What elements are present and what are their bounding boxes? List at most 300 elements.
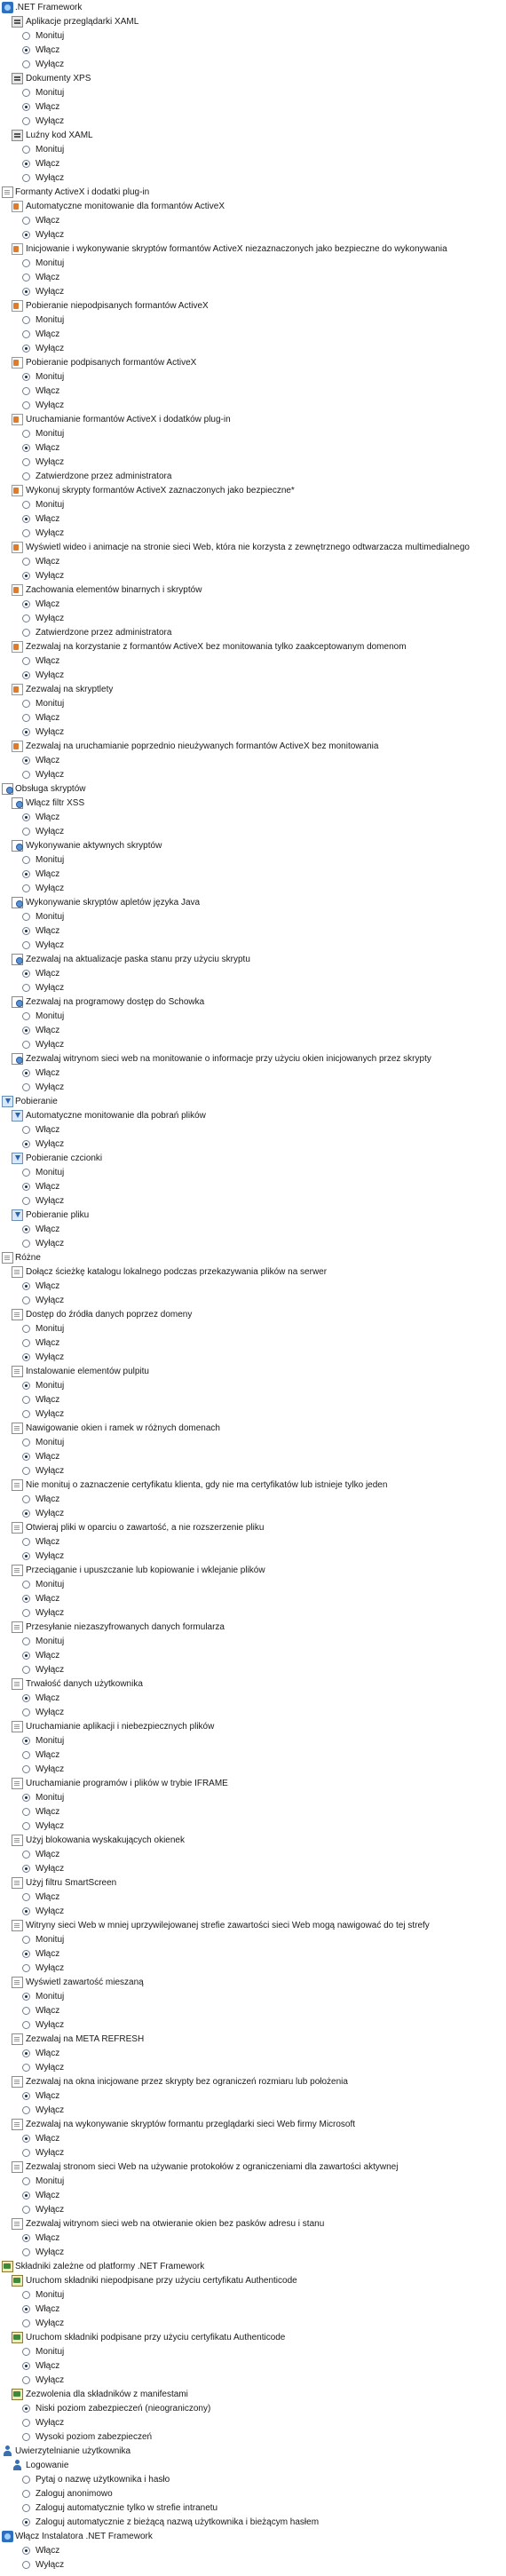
radio-option-wylacz[interactable] [0, 2416, 506, 2430]
option-label[interactable]: Monituj [36, 912, 65, 922]
radio-option-monituj[interactable] [0, 143, 506, 157]
option-label[interactable]: Wyłącz [36, 2318, 65, 2328]
radio-option-wlacz[interactable] [0, 384, 506, 399]
radio-button[interactable] [22, 46, 30, 54]
radio-button[interactable] [22, 2518, 30, 2526]
radio-button[interactable] [22, 1296, 30, 1304]
radio-option-monituj[interactable] [0, 2288, 506, 2303]
option-label[interactable]: Włącz [36, 2191, 60, 2200]
radio-button[interactable] [22, 1069, 30, 1077]
radio-option-wlacz[interactable] [0, 1890, 506, 1905]
radio-button[interactable] [22, 1467, 30, 1475]
radio-option-wylacz[interactable] [0, 228, 506, 242]
radio-button[interactable] [22, 728, 30, 736]
radio-option-monituj[interactable] [0, 86, 506, 100]
option-label[interactable]: Monituj [36, 699, 65, 709]
option-label[interactable]: Wyłącz [36, 1466, 65, 1476]
radio-option-wylacz[interactable] [0, 58, 506, 72]
radio-button[interactable] [22, 828, 30, 836]
option-label[interactable]: Włącz [36, 159, 60, 169]
option-label[interactable]: Wyłącz [36, 344, 65, 353]
radio-option-wlacz[interactable] [0, 811, 506, 825]
option-label[interactable]: Włącz [36, 1594, 60, 1604]
radio-option-wylacz[interactable] [0, 1550, 506, 1564]
radio-option-wlacz[interactable] [0, 1123, 506, 1137]
radio-button[interactable] [22, 1751, 30, 1759]
option-label[interactable]: Włącz [36, 329, 60, 339]
option-label[interactable]: Włącz [36, 713, 60, 723]
radio-option-monituj[interactable] [0, 498, 506, 512]
option-label[interactable]: Wyłącz [36, 2247, 65, 2257]
radio-option-wlacz[interactable] [0, 967, 506, 981]
radio-button[interactable] [22, 813, 30, 821]
option-label[interactable]: Monituj [36, 315, 65, 325]
option-label[interactable]: Monituj [36, 855, 65, 865]
radio-option-wysoki-poziom-zabezpieczen[interactable] [0, 2430, 506, 2445]
option-label[interactable]: Wyłącz [36, 884, 65, 893]
radio-option-wylacz[interactable] [0, 725, 506, 740]
radio-option-monituj[interactable] [0, 1933, 506, 1947]
radio-option-wlacz[interactable] [0, 1592, 506, 1606]
radio-option-wlacz[interactable] [0, 1493, 506, 1507]
radio-button[interactable] [22, 1396, 30, 1404]
radio-button[interactable] [22, 2234, 30, 2242]
option-label[interactable]: Wyłącz [36, 2063, 65, 2073]
radio-option-wylacz[interactable] [0, 1962, 506, 1976]
radio-option-wylacz[interactable] [0, 2146, 506, 2160]
option-label[interactable]: Zaloguj automatycznie z bieżącą nazwą użytkownika i bieżącym hasłem [36, 2517, 320, 2527]
radio-button[interactable] [22, 117, 30, 125]
radio-option-wlacz[interactable] [0, 271, 506, 285]
radio-button[interactable] [22, 856, 30, 864]
radio-option-wlacz[interactable] [0, 441, 506, 456]
radio-option-wylacz[interactable] [0, 612, 506, 626]
radio-option-wylacz[interactable] [0, 1081, 506, 1095]
radio-option-wylacz[interactable] [0, 342, 506, 356]
radio-button[interactable] [22, 60, 30, 68]
radio-option-wylacz[interactable] [0, 1905, 506, 1919]
radio-option-monituj[interactable] [0, 853, 506, 868]
option-label[interactable]: Włącz [36, 273, 60, 282]
radio-option-monituj[interactable] [0, 427, 506, 441]
radio-option-wlacz[interactable] [0, 2544, 506, 2558]
option-label[interactable]: Monituj [36, 258, 65, 268]
option-label[interactable]: Włącz [36, 2091, 60, 2101]
option-label[interactable]: Włącz [36, 1068, 60, 1078]
radio-option-niski-poziom-zabezpieczen-nieograniczony[interactable] [0, 2402, 506, 2416]
radio-option-wylacz[interactable] [0, 981, 506, 995]
option-label[interactable]: Włącz [36, 1452, 60, 1462]
radio-button[interactable] [22, 1708, 30, 1716]
option-label[interactable]: Włącz [36, 869, 60, 879]
radio-option-wylacz[interactable] [0, 2374, 506, 2388]
option-label[interactable]: Włącz [36, 1395, 60, 1405]
option-label[interactable]: Wyłącz [36, 2205, 65, 2215]
radio-button[interactable] [22, 1495, 30, 1503]
radio-option-monituj[interactable] [0, 1990, 506, 2004]
option-label[interactable]: Wyłącz [36, 2418, 65, 2428]
radio-option-wlacz[interactable] [0, 754, 506, 768]
option-label[interactable]: Włącz [36, 1750, 60, 1760]
radio-button[interactable] [22, 2476, 30, 2484]
radio-option-wlacz[interactable] [0, 1848, 506, 1862]
option-label[interactable]: Wyłącz [36, 287, 65, 297]
option-label[interactable]: Włącz [36, 557, 60, 567]
radio-option-monituj[interactable] [0, 2345, 506, 2359]
radio-button[interactable] [22, 1694, 30, 1702]
radio-option-wlacz[interactable] [0, 924, 506, 939]
radio-button[interactable] [22, 1353, 30, 1361]
option-label[interactable]: Włącz [36, 2134, 60, 2144]
radio-option-wylacz[interactable] [0, 569, 506, 583]
radio-option-monituj[interactable] [0, 29, 506, 44]
radio-button[interactable] [22, 273, 30, 281]
option-label[interactable]: Monituj [36, 31, 65, 41]
radio-option-wlacz[interactable] [0, 711, 506, 725]
radio-button[interactable] [22, 2490, 30, 2498]
radio-button[interactable] [22, 1936, 30, 1944]
radio-button[interactable] [22, 771, 30, 779]
option-label[interactable]: Monituj [36, 1935, 65, 1945]
radio-option-wylacz[interactable] [0, 285, 506, 299]
radio-button[interactable] [22, 1581, 30, 1589]
radio-option-monituj[interactable] [0, 1578, 506, 1592]
radio-button[interactable] [22, 472, 30, 480]
radio-option-wlacz[interactable] [0, 1649, 506, 1663]
radio-option-wlacz[interactable] [0, 555, 506, 569]
radio-button[interactable] [22, 387, 30, 395]
option-label[interactable]: Wyłącz [36, 2105, 65, 2115]
radio-button[interactable] [22, 1637, 30, 1645]
radio-option-wlacz[interactable] [0, 214, 506, 228]
radio-option-wlacz[interactable] [0, 1280, 506, 1294]
radio-button[interactable] [22, 2291, 30, 2299]
radio-option-wlacz[interactable] [0, 100, 506, 115]
radio-option-wylacz[interactable] [0, 939, 506, 953]
radio-button[interactable] [22, 345, 30, 353]
radio-option-wylacz[interactable] [0, 1606, 506, 1621]
radio-option-monituj[interactable] [0, 1635, 506, 1649]
radio-button[interactable] [22, 2007, 30, 2015]
radio-button[interactable] [22, 1126, 30, 1134]
option-label[interactable]: Zatwierdzone przez administratora [36, 472, 172, 481]
option-label[interactable]: Monituj [36, 429, 65, 439]
option-label[interactable]: Włącz [36, 812, 60, 822]
radio-button[interactable] [22, 146, 30, 154]
option-label[interactable]: Wyłącz [36, 983, 65, 993]
radio-button[interactable] [22, 1737, 30, 1745]
option-label[interactable]: Niski poziom zabezpieczeń (nieograniczony) [36, 2404, 211, 2414]
radio-button[interactable] [22, 970, 30, 978]
radio-button[interactable] [22, 2177, 30, 2185]
radio-option-wylacz[interactable] [0, 669, 506, 683]
option-label[interactable]: Monituj [36, 1438, 65, 1447]
radio-button[interactable] [22, 373, 30, 381]
radio-button[interactable] [22, 2206, 30, 2214]
option-label[interactable]: Wyłącz [36, 670, 65, 680]
option-label[interactable]: Monituj [36, 372, 65, 382]
radio-option-wlacz[interactable] [0, 2089, 506, 2104]
radio-button[interactable] [22, 1765, 30, 1773]
radio-option-wlacz[interactable] [0, 1336, 506, 1351]
option-label[interactable]: Wyłącz [36, 1509, 65, 1518]
radio-button[interactable] [22, 1140, 30, 1148]
option-label[interactable]: Wyłącz [36, 1764, 65, 1774]
option-label[interactable]: Włącz [36, 1537, 60, 1547]
radio-button[interactable] [22, 2405, 30, 2413]
option-label[interactable]: Monituj [36, 500, 65, 510]
radio-option-monituj[interactable] [0, 1010, 506, 1024]
radio-button[interactable] [22, 32, 30, 40]
option-label[interactable]: Włącz [36, 1026, 60, 1035]
option-label[interactable]: Włącz [36, 926, 60, 936]
radio-button[interactable] [22, 1552, 30, 1560]
radio-option-wylacz[interactable] [0, 2018, 506, 2033]
radio-button[interactable] [22, 2419, 30, 2427]
radio-option-monituj[interactable] [0, 1734, 506, 1748]
radio-button[interactable] [22, 2547, 30, 2555]
radio-button[interactable] [22, 1325, 30, 1333]
radio-option-wlacz[interactable] [0, 2231, 506, 2246]
radio-button[interactable] [22, 430, 30, 438]
radio-button[interactable] [22, 1794, 30, 1802]
option-label[interactable]: Włącz [36, 386, 60, 396]
radio-option-zatwierdzone-przez-administratora[interactable] [0, 626, 506, 640]
radio-option-wylacz[interactable] [0, 1137, 506, 1152]
radio-button[interactable] [22, 1993, 30, 2001]
radio-option-wlacz[interactable] [0, 1066, 506, 1081]
radio-button[interactable] [22, 927, 30, 935]
option-label[interactable]: Włącz [36, 2233, 60, 2243]
option-label[interactable]: Wyłącz [36, 1708, 65, 1717]
radio-button[interactable] [22, 2376, 30, 2384]
option-label[interactable]: Pytaj o nazwę użytkownika i hasło [36, 2475, 170, 2485]
radio-button[interactable] [22, 1240, 30, 1248]
radio-option-wlacz[interactable] [0, 2047, 506, 2061]
radio-button[interactable] [22, 1197, 30, 1205]
option-label[interactable]: Monituj [36, 88, 65, 98]
radio-option-wlacz[interactable] [0, 2004, 506, 2018]
radio-button[interactable] [22, 1453, 30, 1461]
option-label[interactable]: Włącz [36, 2304, 60, 2314]
radio-button[interactable] [22, 1083, 30, 1091]
radio-button[interactable] [22, 2192, 30, 2200]
radio-button[interactable] [22, 1595, 30, 1603]
radio-option-wylacz[interactable] [0, 456, 506, 470]
radio-option-zaloguj-automatycznie-z-biezaca-nazwa-uz[interactable] [0, 2516, 506, 2530]
radio-option-wylacz[interactable] [0, 2317, 506, 2331]
radio-option-wlacz[interactable] [0, 598, 506, 612]
option-label[interactable]: Włącz [36, 2361, 60, 2371]
radio-option-zaloguj-anonimowo[interactable] [0, 2487, 506, 2501]
option-label[interactable]: Wyłącz [36, 827, 65, 836]
option-label[interactable]: Wyłącz [36, 2020, 65, 2030]
option-label[interactable]: Wyłącz [36, 1906, 65, 1916]
radio-button[interactable] [22, 1225, 30, 1233]
option-label[interactable]: Włącz [36, 102, 60, 112]
radio-button[interactable] [22, 458, 30, 466]
radio-option-wlacz[interactable] [0, 654, 506, 669]
radio-option-pytaj-o-nazwe-uzytkownika-i-haslo[interactable] [0, 2473, 506, 2487]
radio-button[interactable] [22, 2049, 30, 2057]
radio-button[interactable] [22, 657, 30, 665]
radio-option-wylacz[interactable] [0, 399, 506, 413]
radio-button[interactable] [22, 2149, 30, 2157]
option-label[interactable]: Włącz [36, 1125, 60, 1135]
radio-button[interactable] [22, 1851, 30, 1859]
radio-button[interactable] [22, 259, 30, 267]
radio-option-wlacz[interactable] [0, 1450, 506, 1464]
option-label[interactable]: Włącz [36, 1494, 60, 1504]
radio-button[interactable] [22, 1652, 30, 1660]
radio-button[interactable] [22, 1609, 30, 1617]
radio-option-wlacz[interactable] [0, 868, 506, 882]
option-label[interactable]: Włącz [36, 599, 60, 609]
radio-option-monituj[interactable] [0, 1379, 506, 1393]
radio-option-wlacz[interactable] [0, 2189, 506, 2203]
option-label[interactable]: Włącz [36, 1281, 60, 1291]
option-label[interactable]: Monituj [36, 145, 65, 155]
option-label[interactable]: Monituj [36, 1168, 65, 1177]
option-label[interactable]: Monituj [36, 2176, 65, 2186]
option-label[interactable]: Włącz [36, 1651, 60, 1661]
radio-option-wylacz[interactable] [0, 1351, 506, 1365]
radio-option-wlacz[interactable] [0, 1535, 506, 1550]
radio-option-wylacz[interactable] [0, 1663, 506, 1677]
radio-option-wylacz[interactable] [0, 1407, 506, 1422]
option-label[interactable]: Wyłącz [36, 59, 65, 69]
radio-button[interactable] [22, 629, 30, 637]
option-label[interactable]: Wyłącz [36, 1239, 65, 1248]
radio-option-monituj[interactable] [0, 1436, 506, 1450]
radio-option-monituj[interactable] [0, 1166, 506, 1180]
radio-button[interactable] [22, 600, 30, 608]
option-label[interactable]: Wyłącz [36, 116, 65, 126]
radio-button[interactable] [22, 316, 30, 324]
radio-option-wylacz[interactable] [0, 1706, 506, 1720]
radio-button[interactable] [22, 884, 30, 892]
option-label[interactable]: Monituj [36, 1992, 65, 2001]
radio-option-wlacz[interactable] [0, 1692, 506, 1706]
option-label[interactable]: Monituj [36, 1381, 65, 1391]
radio-option-wylacz[interactable] [0, 2558, 506, 2572]
radio-button[interactable] [22, 1183, 30, 1191]
option-label[interactable]: Wyłącz [36, 770, 65, 780]
option-label[interactable]: Wyłącz [36, 173, 65, 183]
radio-button[interactable] [22, 714, 30, 722]
radio-option-zaloguj-automatycznie-tylko-w-strefie-in[interactable] [0, 2501, 506, 2516]
radio-option-monituj[interactable] [0, 370, 506, 384]
radio-button[interactable] [22, 2561, 30, 2569]
option-label[interactable]: Włącz [36, 216, 60, 226]
option-label[interactable]: Włącz [36, 1225, 60, 1234]
radio-option-wylacz[interactable] [0, 2203, 506, 2217]
radio-button[interactable] [22, 1339, 30, 1347]
option-label[interactable]: Monituj [36, 2290, 65, 2300]
option-label[interactable]: Wyłącz [36, 1551, 65, 1561]
radio-button[interactable] [22, 984, 30, 992]
option-label[interactable]: Wyłącz [36, 2148, 65, 2158]
option-label[interactable]: Wyłącz [36, 1608, 65, 1618]
radio-button[interactable] [22, 1510, 30, 1518]
option-label[interactable]: Monituj [36, 1011, 65, 1021]
radio-button[interactable] [22, 1893, 30, 1901]
radio-button[interactable] [22, 2106, 30, 2114]
option-label[interactable]: Wyłącz [36, 400, 65, 410]
radio-button[interactable] [22, 870, 30, 878]
option-label[interactable]: Monituj [36, 2347, 65, 2357]
option-label[interactable]: Wyłącz [36, 1821, 65, 1831]
option-label[interactable]: Włącz [36, 2546, 60, 2556]
option-label[interactable]: Włącz [36, 1182, 60, 1192]
radio-button[interactable] [22, 1666, 30, 1674]
option-label[interactable]: Monituj [36, 1736, 65, 1746]
radio-button[interactable] [22, 1410, 30, 1418]
radio-option-wlacz[interactable] [0, 1180, 506, 1194]
radio-button[interactable] [22, 231, 30, 239]
radio-option-wylacz[interactable] [0, 825, 506, 839]
option-label[interactable]: Wyłącz [36, 528, 65, 538]
radio-option-wlacz[interactable] [0, 1805, 506, 1819]
radio-button[interactable] [22, 1950, 30, 1958]
radio-option-wylacz[interactable] [0, 1237, 506, 1251]
option-label[interactable]: Włącz [36, 1693, 60, 1703]
radio-button[interactable] [22, 1538, 30, 1546]
radio-option-wylacz[interactable] [0, 171, 506, 186]
option-label[interactable]: Monituj [36, 1324, 65, 1334]
radio-button[interactable] [22, 89, 30, 97]
radio-button[interactable] [22, 1041, 30, 1049]
radio-option-monituj[interactable] [0, 2175, 506, 2189]
radio-button[interactable] [22, 501, 30, 509]
radio-option-wylacz[interactable] [0, 2104, 506, 2118]
radio-option-wylacz[interactable] [0, 527, 506, 541]
radio-option-wlacz[interactable] [0, 1748, 506, 1763]
radio-option-wylacz[interactable] [0, 2061, 506, 2075]
option-label[interactable]: Wyłącz [36, 1409, 65, 1419]
radio-option-wlacz[interactable] [0, 1393, 506, 1407]
option-label[interactable]: Wyłącz [36, 1963, 65, 1973]
radio-button[interactable] [22, 2362, 30, 2370]
radio-button[interactable] [22, 401, 30, 409]
radio-button[interactable] [22, 2135, 30, 2143]
radio-button[interactable] [22, 1382, 30, 1390]
option-label[interactable]: Wyłącz [36, 1352, 65, 1362]
radio-option-wlacz[interactable] [0, 512, 506, 527]
radio-button[interactable] [22, 103, 30, 111]
option-label[interactable]: Zaloguj automatycznie tylko w strefie intranetu [36, 2503, 218, 2513]
option-label[interactable]: Wyłącz [36, 614, 65, 623]
option-label[interactable]: Wyłącz [36, 1139, 65, 1149]
option-label[interactable]: Włącz [36, 1850, 60, 1859]
option-label[interactable]: Zaloguj anonimowo [36, 2489, 113, 2499]
radio-option-wlacz[interactable] [0, 328, 506, 342]
radio-option-wylacz[interactable] [0, 1194, 506, 1209]
radio-button[interactable] [22, 529, 30, 537]
radio-option-wlacz[interactable] [0, 2132, 506, 2146]
option-label[interactable]: Monituj [36, 1580, 65, 1589]
radio-button[interactable] [22, 1808, 30, 1816]
radio-button[interactable] [22, 160, 30, 168]
radio-button[interactable] [22, 217, 30, 225]
radio-button[interactable] [22, 515, 30, 523]
option-label[interactable]: Wyłącz [36, 2375, 65, 2385]
radio-option-wylacz[interactable] [0, 1819, 506, 1834]
radio-button[interactable] [22, 1822, 30, 1830]
radio-option-monituj[interactable] [0, 697, 506, 711]
option-label[interactable]: Włącz [36, 45, 60, 55]
radio-option-wylacz[interactable] [0, 115, 506, 129]
